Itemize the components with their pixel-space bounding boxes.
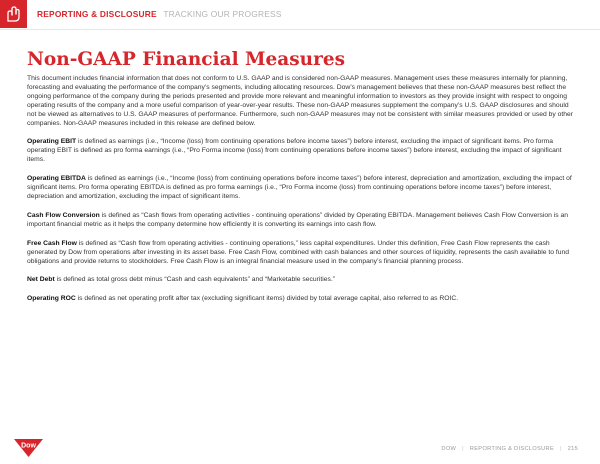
definition-cash-flow-conversion xyxy=(27,212,577,230)
footer-separator: | xyxy=(462,446,464,452)
intro-paragraph: This document includes financial information that does not conform to U.S. GAAP and is considered non-GAAP measures. Management uses these measures internally for planning, forecasting and evaluating the performance of the company’s segments, including allocating resources. Dow’s management believes that these non-GAAP measures best reflect the ongoing performance of the company during the periods presented and provide more relevant and meaningful information to investors as they provide insight with respect to ongoing operating results of the company and a more useful comparison of year-over-year results. These non-GAAP measures supplement the company’s U.S. GAAP disclosures and should not be viewed as alternatives to U.S. GAAP measures of performance. Furthermore, such non-GAAP measures may not be consistent with similar measures provided or used by other companies. Non-GAAP measures included in this release are defined below. xyxy=(27,75,574,127)
page-number: 215 xyxy=(567,446,578,452)
definition-text: is defined as earnings (i.e., “Income (loss) from continuing operations before income taxes”) before interest, excluding the impact of significant items. Pro forma operating EBIT is defined as pro forma earnings (i.e., “Pro Forma income (loss) from continuing operations before income taxes”) before interest, excluding the impact of significant items. xyxy=(27,138,562,164)
definition-free-cash-flow xyxy=(27,240,577,267)
breadcrumb-section[interactable]: REPORTING & DISCLOSURE xyxy=(37,9,157,19)
definition-operating-ebit xyxy=(27,138,577,165)
definition-text: is defined as total gross debt minus “Cash and cash equivalents” and “Marketable securities.” xyxy=(54,276,336,284)
definition-operating-ebitda xyxy=(27,175,577,202)
definition-text: is defined as “Cash flows from operating activities - continuing operations” divided by Operating EBITDA. Management believes Cash Flow Conversion is an important financial metric as it helps the company determine how efficiently it is converting its earnings into cash flow. xyxy=(27,211,568,228)
breadcrumb xyxy=(37,9,282,19)
document-body xyxy=(27,75,577,314)
hand-icon xyxy=(0,0,27,28)
definition-text: is defined as earnings (i.e., “Income (loss) from continuing operations before income taxes”) before interest, depreciation and amortization, excluding the impact of significant items. Pro forma operating EBITDA is defined as pro forma earnings (i.e., “Pro Forma income (loss) from continuing operations before income taxes”) before interest, depreciation and amortization, excluding the impact of significant items. xyxy=(27,175,572,200)
header-divider xyxy=(0,29,600,30)
definition-term: Free Cash Flow xyxy=(27,239,77,247)
definition-term: Operating EBITDA xyxy=(27,175,86,183)
definition-term: Net Debt xyxy=(27,276,55,284)
page-header xyxy=(0,0,600,30)
svg-text:Dow: Dow xyxy=(21,442,36,450)
footer-section: REPORTING & DISCLOSURE xyxy=(469,446,555,452)
definition-term: Operating EBIT xyxy=(27,138,77,146)
definition-term: Operating ROC xyxy=(27,295,76,303)
definition-term: Cash Flow Conversion xyxy=(27,211,100,219)
breadcrumb-subsection[interactable]: TRACKING OUR PROGRESS xyxy=(163,9,282,19)
definition-text: is defined as “Cash flow from operating activities - continuing operations,” less capital expenditures. Under this definition, Free Cash Flow represents the cash generated by Dow from operations after investing in its asset base. Free Cash Flow, combined with cash balances and other sources of liquidity, represents the cash available to fund obligations and provide returns to stockholders. Free Cash Flow is an integral financial measure used in the company’s financial planning process. xyxy=(27,239,570,265)
page-footer xyxy=(441,446,578,452)
footer-separator: | xyxy=(559,446,562,452)
definition-net-debt xyxy=(27,276,577,285)
footer-brand: DOW xyxy=(441,446,457,452)
dow-logo[interactable] xyxy=(12,437,45,459)
definition-operating-roc xyxy=(27,295,577,304)
definition-text: is defined as net operating profit after tax (excluding significant items) divided by total average capital, also referred to as ROIC. xyxy=(75,295,459,303)
page-title: Non-GAAP Financial Measures xyxy=(27,49,346,70)
